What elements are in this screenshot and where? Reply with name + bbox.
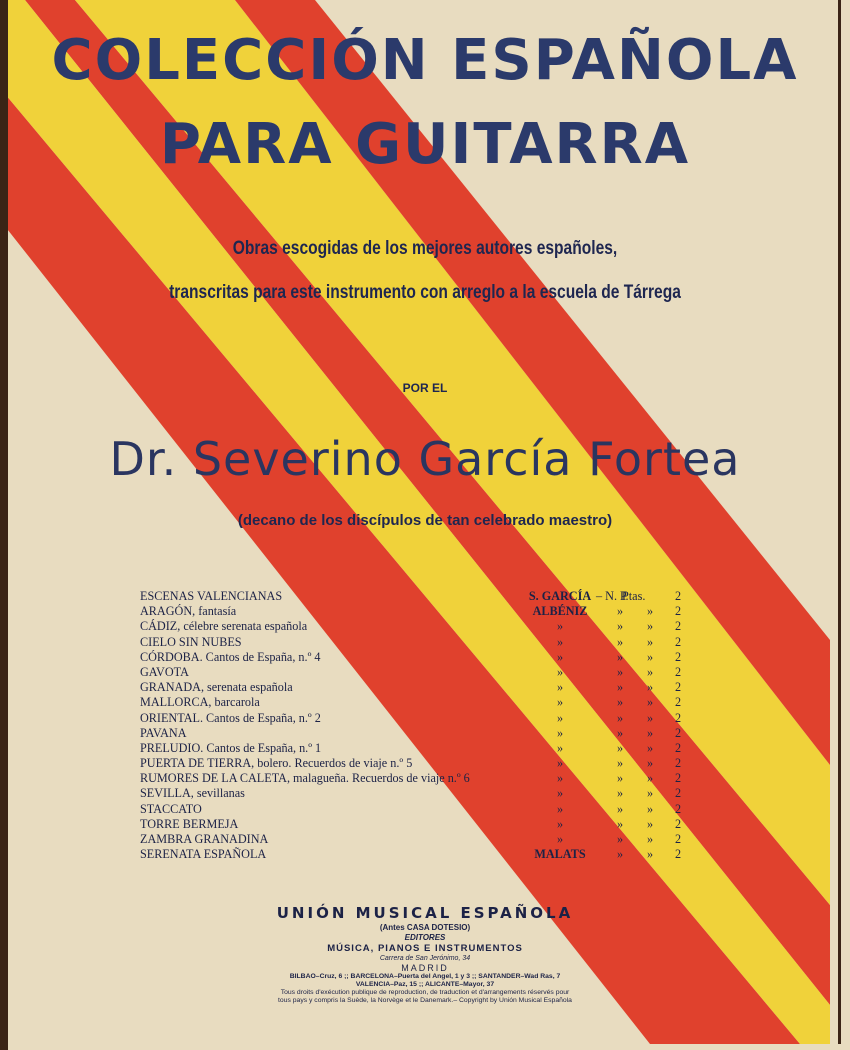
catalog-composer: ALBÉNIZ — [532, 604, 588, 619]
catalog-ditto-mark: » — [646, 619, 654, 634]
catalog-ditto-mark: » — [646, 680, 654, 695]
author-note: (decano de los discípulos de tan celebrado maestro) — [237, 512, 613, 529]
catalog-ditto-mark: » — [616, 710, 624, 725]
catalog-work-title: ARAGÓN, fantasía — [140, 604, 237, 619]
catalog-ditto-mark: » — [646, 832, 654, 846]
catalog-row — [140, 756, 700, 771]
catalog-composer: » — [556, 771, 564, 786]
publisher-address: Carrera de San Jerónimo, 34 — [379, 955, 471, 962]
catalog-work-title: STACCATO — [140, 801, 202, 816]
catalog-composer: » — [556, 786, 564, 801]
catalog-composer: » — [556, 725, 564, 740]
catalog-row — [140, 680, 700, 695]
catalog-price: 2 — [674, 832, 682, 846]
catalog-ptas-label: Ptas. — [622, 589, 646, 603]
catalog-price: 2 — [674, 740, 682, 755]
catalog-ditto-mark: » — [616, 801, 624, 816]
catalog-composer: » — [556, 634, 564, 649]
catalog-composer: » — [556, 801, 564, 816]
catalog-ditto-mark: » — [616, 786, 624, 801]
catalog-composer: » — [556, 649, 564, 664]
catalog-price: 2 — [674, 695, 682, 710]
catalog-composer: » — [556, 695, 564, 710]
publisher-trade: MÚSICA, PIANOS E INSTRUMENTOS — [327, 943, 523, 954]
subtitle-line1: Obras escogidas de los mejores autores españoles, — [232, 238, 618, 259]
catalog-price: 2 — [674, 589, 682, 603]
catalog-work-title: TORRE BERMEJA — [140, 816, 239, 831]
catalog-row — [140, 832, 700, 847]
catalog-ditto-mark: » — [646, 816, 654, 831]
catalog-work-title: GAVOTA — [140, 664, 189, 679]
collection-title-line1: COLECCIÓN ESPAÑOLA — [51, 28, 799, 93]
publisher-name: UNIÓN MUSICAL ESPAÑOLA — [276, 904, 574, 922]
catalog-ditto-mark: » — [616, 771, 624, 786]
catalog-price: 2 — [674, 649, 682, 664]
catalog-price: 2 — [674, 771, 682, 786]
catalog-ditto-mark: » — [616, 756, 624, 771]
catalog-work-title: CIELO SIN NUBES — [140, 634, 242, 649]
catalog-ditto-mark: » — [616, 832, 624, 846]
publisher-role: EDITORES — [404, 933, 446, 942]
catalog-ditto-mark: » — [616, 680, 624, 695]
catalog-row — [140, 847, 700, 862]
catalog-price: 2 — [674, 664, 682, 679]
catalog-work-title: SERENATA ESPAÑOLA — [140, 847, 267, 862]
rights-notice-1: Tous droits d'exécution publique de reproduction, de traduction et d'arrangements réservés pour — [280, 989, 570, 996]
author-name: Dr. Severino García Fortea — [109, 432, 741, 486]
catalog-row — [140, 711, 700, 726]
catalog-composer: » — [556, 664, 564, 679]
rights-notice-2: tous pays y compris la Suède, la Norvège et le Danemark.– Copyright by Unión Musical Española — [278, 997, 572, 1004]
catalog-ditto-mark: » — [616, 816, 624, 831]
catalog-price: 2 — [674, 604, 682, 619]
catalog-ditto-mark: » — [646, 756, 654, 771]
catalog-ditto-mark: » — [646, 649, 654, 664]
catalog-ditto-mark: » — [646, 664, 654, 679]
catalog-ditto-mark: » — [646, 847, 654, 862]
catalog-price: 2 — [674, 847, 682, 862]
catalog-ditto-mark: » — [646, 604, 654, 619]
publisher-branches-2: VALENCIA–Paz, 15 ;; ALICANTE–Mayor, 37 — [355, 981, 495, 988]
catalog-ditto-mark: » — [646, 740, 654, 755]
catalog-price: 2 — [674, 801, 682, 816]
catalog-ditto-mark: » — [646, 786, 654, 801]
catalog-price: 2 — [674, 710, 682, 725]
catalog-ditto-mark: » — [616, 634, 624, 649]
catalog-ditto-mark: » — [616, 695, 624, 710]
catalog-work-title: RUMORES DE LA CALETA, malagueña. Recuerdos de viaje n.º 6 — [140, 771, 470, 786]
catalog-row — [140, 817, 700, 832]
catalog-row — [140, 802, 700, 817]
catalog-price: 2 — [674, 619, 682, 634]
catalog-composer: S. GARCÍA — [528, 589, 592, 603]
publisher-city: MADRID — [401, 963, 449, 973]
catalog-price: 2 — [674, 786, 682, 801]
por-el-label: POR EL — [402, 381, 448, 395]
catalog-work-title: PRELUDIO. Cantos de España, n.º 1 — [140, 740, 322, 755]
publisher-formerly: (Antes CASA DOTESIO) — [379, 923, 471, 932]
catalog-ditto-mark: » — [646, 695, 654, 710]
catalog-ditto-mark: » — [616, 664, 624, 679]
catalog-row — [140, 589, 700, 604]
catalog-ditto-mark: » — [616, 619, 624, 634]
catalog-price: 2 — [674, 756, 682, 771]
catalog-composer: » — [556, 710, 564, 725]
catalog-work-title: CÓRDOBA. Cantos de España, n.º 4 — [140, 649, 321, 664]
catalog-composer: MALATS — [534, 847, 586, 862]
collection-title-line2: PARA GUITARRA — [159, 112, 691, 177]
catalog-list — [140, 589, 700, 862]
catalog-ditto-mark: » — [646, 801, 654, 816]
catalog-work-title: SEVILLA, sevillanas — [140, 786, 245, 801]
catalog-ditto-mark: » — [646, 634, 654, 649]
catalog-ditto-mark: » — [616, 740, 624, 755]
catalog-composer: » — [556, 740, 564, 755]
catalog-price: 2 — [674, 680, 682, 695]
catalog-work-title: ZAMBRA GRANADINA — [140, 832, 269, 846]
catalog-work-title: ORIENTAL. Cantos de España, n.º 2 — [140, 710, 321, 725]
catalog-work-title: CÁDIZ, célebre serenata española — [140, 619, 308, 634]
catalog-ditto-mark: » — [616, 604, 624, 619]
catalog-np-label: – N. P. — [596, 589, 629, 603]
catalog-ditto-mark: » — [616, 725, 624, 740]
catalog-row — [140, 635, 700, 650]
catalog-row — [140, 741, 700, 756]
catalog-composer: » — [556, 756, 564, 771]
catalog-price: 2 — [674, 725, 682, 740]
catalog-row — [140, 604, 700, 619]
catalog-work-title: MALLORCA, barcarola — [140, 695, 260, 710]
catalog-ditto-mark: » — [646, 710, 654, 725]
catalog-composer: » — [556, 619, 564, 634]
catalog-row — [140, 695, 700, 710]
catalog-price: 2 — [674, 816, 682, 831]
catalog-ditto-mark: » — [646, 771, 654, 786]
catalog-row — [140, 786, 700, 801]
catalog-ditto-mark: » — [646, 725, 654, 740]
catalog-composer: » — [556, 832, 564, 846]
catalog-ditto-mark: » — [616, 847, 624, 862]
catalog-ditto-mark: » — [616, 649, 624, 664]
subtitle-line2: transcritas para este instrumento con arreglo a la escuela de Tárrega — [169, 282, 681, 303]
catalog-row — [140, 619, 700, 634]
catalog-work-title: PAVANA — [140, 725, 187, 740]
catalog-composer: » — [556, 680, 564, 695]
catalog-price: 2 — [674, 634, 682, 649]
catalog-row — [140, 771, 700, 786]
catalog-row — [140, 650, 700, 665]
catalog-work-title: ESCENAS VALENCIANAS — [140, 589, 283, 603]
catalog-rows — [140, 589, 700, 862]
catalog-work-title: PUERTA DE TIERRA, bolero. Recuerdos de viaje n.º 5 — [140, 756, 413, 771]
catalog-row — [140, 726, 700, 741]
catalog-composer: » — [556, 816, 564, 831]
catalog-work-title: GRANADA, serenata española — [140, 680, 293, 695]
catalog-row — [140, 665, 700, 680]
publisher-branches-1: BILBAO–Cruz, 6 ;; BARCELONA–Puerta del Angel, 1 y 3 ;; SANTANDER–Wad Ras, 7 — [289, 973, 561, 980]
